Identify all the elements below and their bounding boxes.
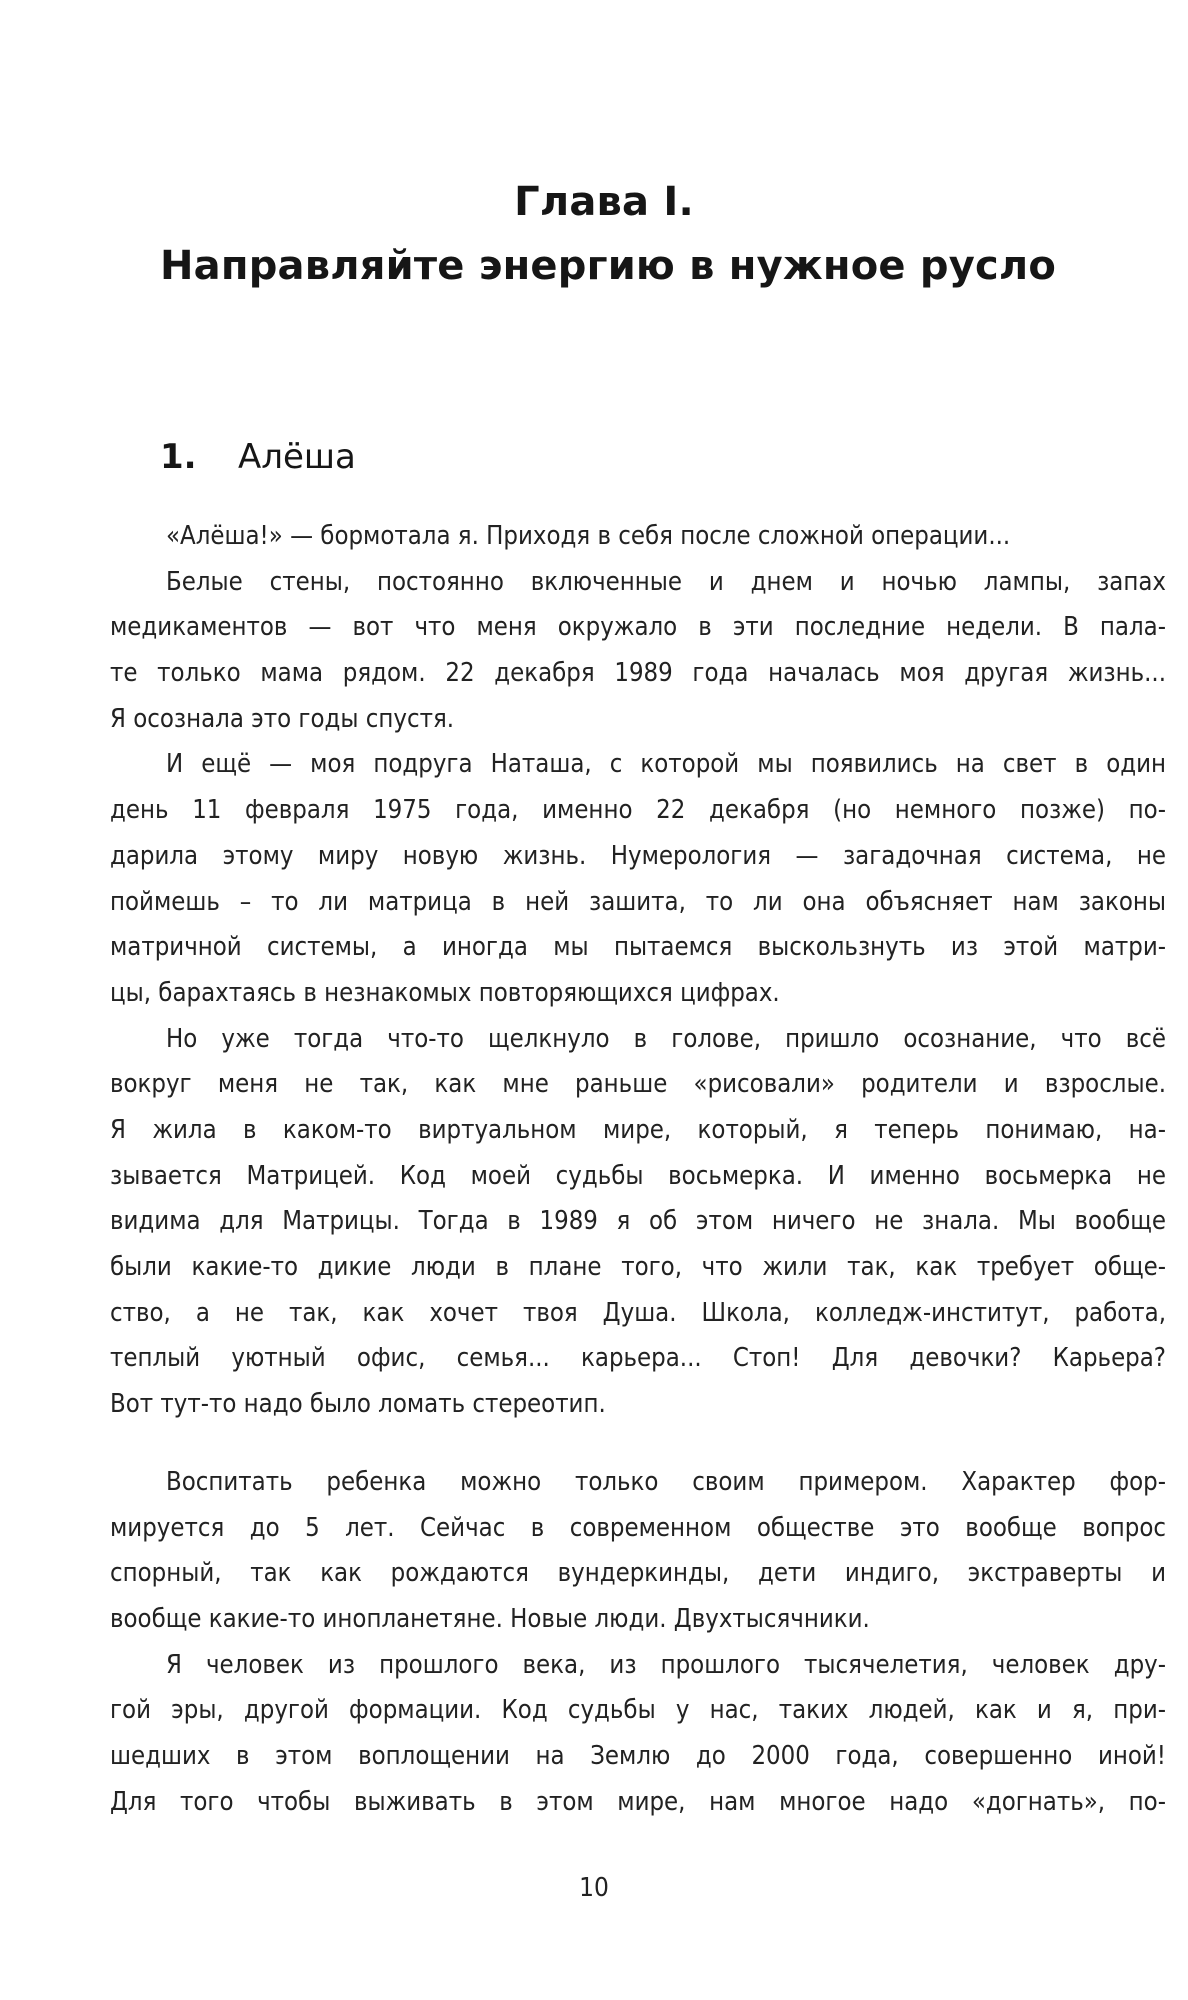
text-line: были какие-то дикие люди в плане того, что жили так, как требует обще- — [110, 1252, 1166, 1282]
text-line: спорный, так как рождаются вундеркинды, дети индиго, экстраверты и — [110, 1558, 1166, 1589]
text-line: мируется до 5 лет. Сейчас в современном обществе это вообще вопрос — [110, 1512, 1166, 1543]
page-number: 10 — [579, 1873, 609, 1903]
chapter-title: Направляйте энергию в нужное русло — [160, 243, 1057, 289]
text-line: Я жила в каком-то виртуальном мире, который, я теперь понимаю, на- — [110, 1114, 1166, 1145]
text-line: вообще какие-то инопланетяне. Новые люди. Двухтысячники. — [110, 1604, 870, 1635]
text-line: цы, барахтаясь в незнакомых повторяющихся цифрах. — [110, 977, 780, 1008]
section-number: 1. — [160, 437, 197, 477]
text-line: Для того чтобы выживать в этом мире, нам многое надо «догнать», по- — [110, 1786, 1166, 1817]
text-line: Я осознала это годы спустя. — [110, 703, 455, 734]
text-line: ство, а не так, как хочет твоя Душа. Школа, колледж-институт, работа, — [110, 1297, 1166, 1328]
body-text-block-2 — [110, 1460, 1166, 1826]
text-line: «Алёша!» — бормотала я. Приходя в себя после сложной операции... — [166, 521, 1011, 551]
chapter-heading — [160, 170, 1057, 298]
body-text-block-1 — [110, 514, 1166, 1428]
text-line: Воспитать ребенка можно только своим примером. Характер фор- — [166, 1467, 1166, 1497]
text-line: вокруг меня не так, как мне раньше «рисовали» родители и взрослые. — [110, 1069, 1166, 1100]
section-title: Алёша — [238, 437, 356, 477]
text-line: видима для Матрицы. Тогда в 1989 я об этом ничего не знала. Мы вообще — [110, 1206, 1166, 1237]
text-line: Я человек из прошлого века, из прошлого тысячелетия, человек дру- — [166, 1649, 1166, 1680]
text-line: И ещё — моя подруга Наташа, с которой мы появились на свет в один — [166, 749, 1166, 780]
text-line: те только мама рядом. 22 декабря 1989 года началась моя другая жизнь... — [110, 658, 1166, 689]
chapter-number: Глава I. — [514, 179, 694, 225]
text-line: Вот тут-то надо было ломать стереотип. — [110, 1389, 606, 1420]
text-line: день 11 февраля 1975 года, именно 22 декабря (но немного позже) по- — [110, 795, 1166, 826]
text-line: Но уже тогда что-то щелкнуло в голове, пришло осознание, что всё — [166, 1023, 1166, 1054]
text-line: зывается Матрицей. Код моей судьбы восьмерка. И именно восьмерка не — [110, 1160, 1166, 1191]
text-line: теплый уютный офис, семья... карьера... Стоп! Для девочки? Карьера? — [110, 1343, 1166, 1374]
text-line: медикаментов — вот что меня окружало в эти последние недели. В пала- — [110, 612, 1166, 643]
section-heading — [160, 432, 356, 482]
text-line: дарила этому миру новую жизнь. Нумерология — загадочная система, не — [110, 840, 1166, 871]
text-line: шедших в этом воплощении на Землю до 2000 года, совершенно иной! — [110, 1741, 1166, 1772]
text-line: поймешь – то ли матрица в ней зашита, то ли она объясняет нам законы — [110, 886, 1166, 917]
text-line: гой эры, другой формации. Код судьбы у нас, таких людей, как и я, при- — [110, 1695, 1166, 1726]
text-line: Белые стены, постоянно включенные и днем и ночью лампы, запах — [166, 566, 1166, 597]
text-line: матричной системы, а иногда мы пытаемся выскользнуть из этой матри- — [110, 932, 1166, 963]
